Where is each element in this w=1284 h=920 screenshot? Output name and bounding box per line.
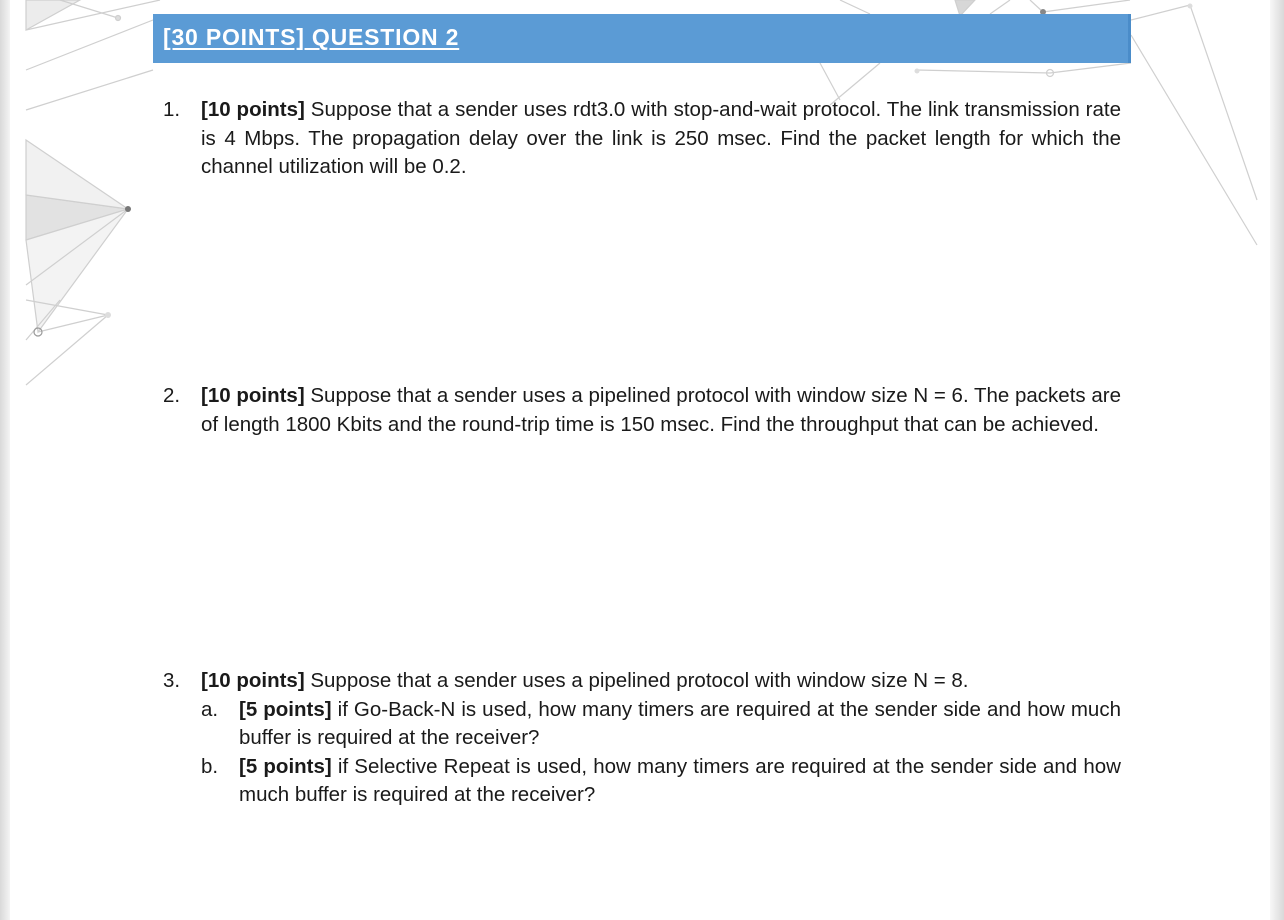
page-edge-right [1270,0,1284,920]
part-text: if Selective Repeat is used, how many timers are required at the sender side and how much buffer is required at the receiver? [239,754,1121,806]
part-points: [5 points] [239,697,332,721]
part-letter: b. [201,754,219,778]
question-number: 2. [163,384,181,407]
question-points: [10 points] [201,669,305,692]
question-points: [10 points] [201,384,305,407]
part-body [239,753,1121,810]
question-text: Suppose that a sender uses a pipelined protocol with window size N = 6. The packets are of length 1800 Kbits and the round-trip time is 150 msec. Find the throughput that can be achieved. [201,384,1121,436]
question-header-title: [30 POINTS] QUESTION 2 [163,24,460,50]
part-text: if Go-Back-N is used, how many timers are required at the sender side and how much buffer is required at the receiver? [239,697,1121,749]
question-body [201,667,1121,696]
page-edge-left [0,0,10,920]
question-item-3 [163,667,1121,810]
part-points: [5 points] [239,754,332,778]
part-letter: a. [201,697,219,721]
question-text: Suppose that a sender uses a pipelined protocol with window size N = 8. [310,669,969,692]
question-text: Suppose that a sender uses rdt3.0 with stop-and-wait protocol. The link transmission rate is 4 Mbps. The propagation delay over the link is 250 msec. Find the packet length for which the channel utilization will be 0.2. [201,98,1121,178]
question-body [201,96,1121,182]
question-part-a [201,696,1121,753]
question-number: 3. [163,669,181,692]
question-item-1 [163,96,1121,182]
question-item-2 [163,382,1121,439]
question-header-bar [153,14,1131,63]
part-body [239,696,1121,753]
question-part-b [201,753,1121,810]
question-number: 1. [163,98,181,121]
question-body [201,382,1121,439]
question-points: [10 points] [201,98,305,121]
